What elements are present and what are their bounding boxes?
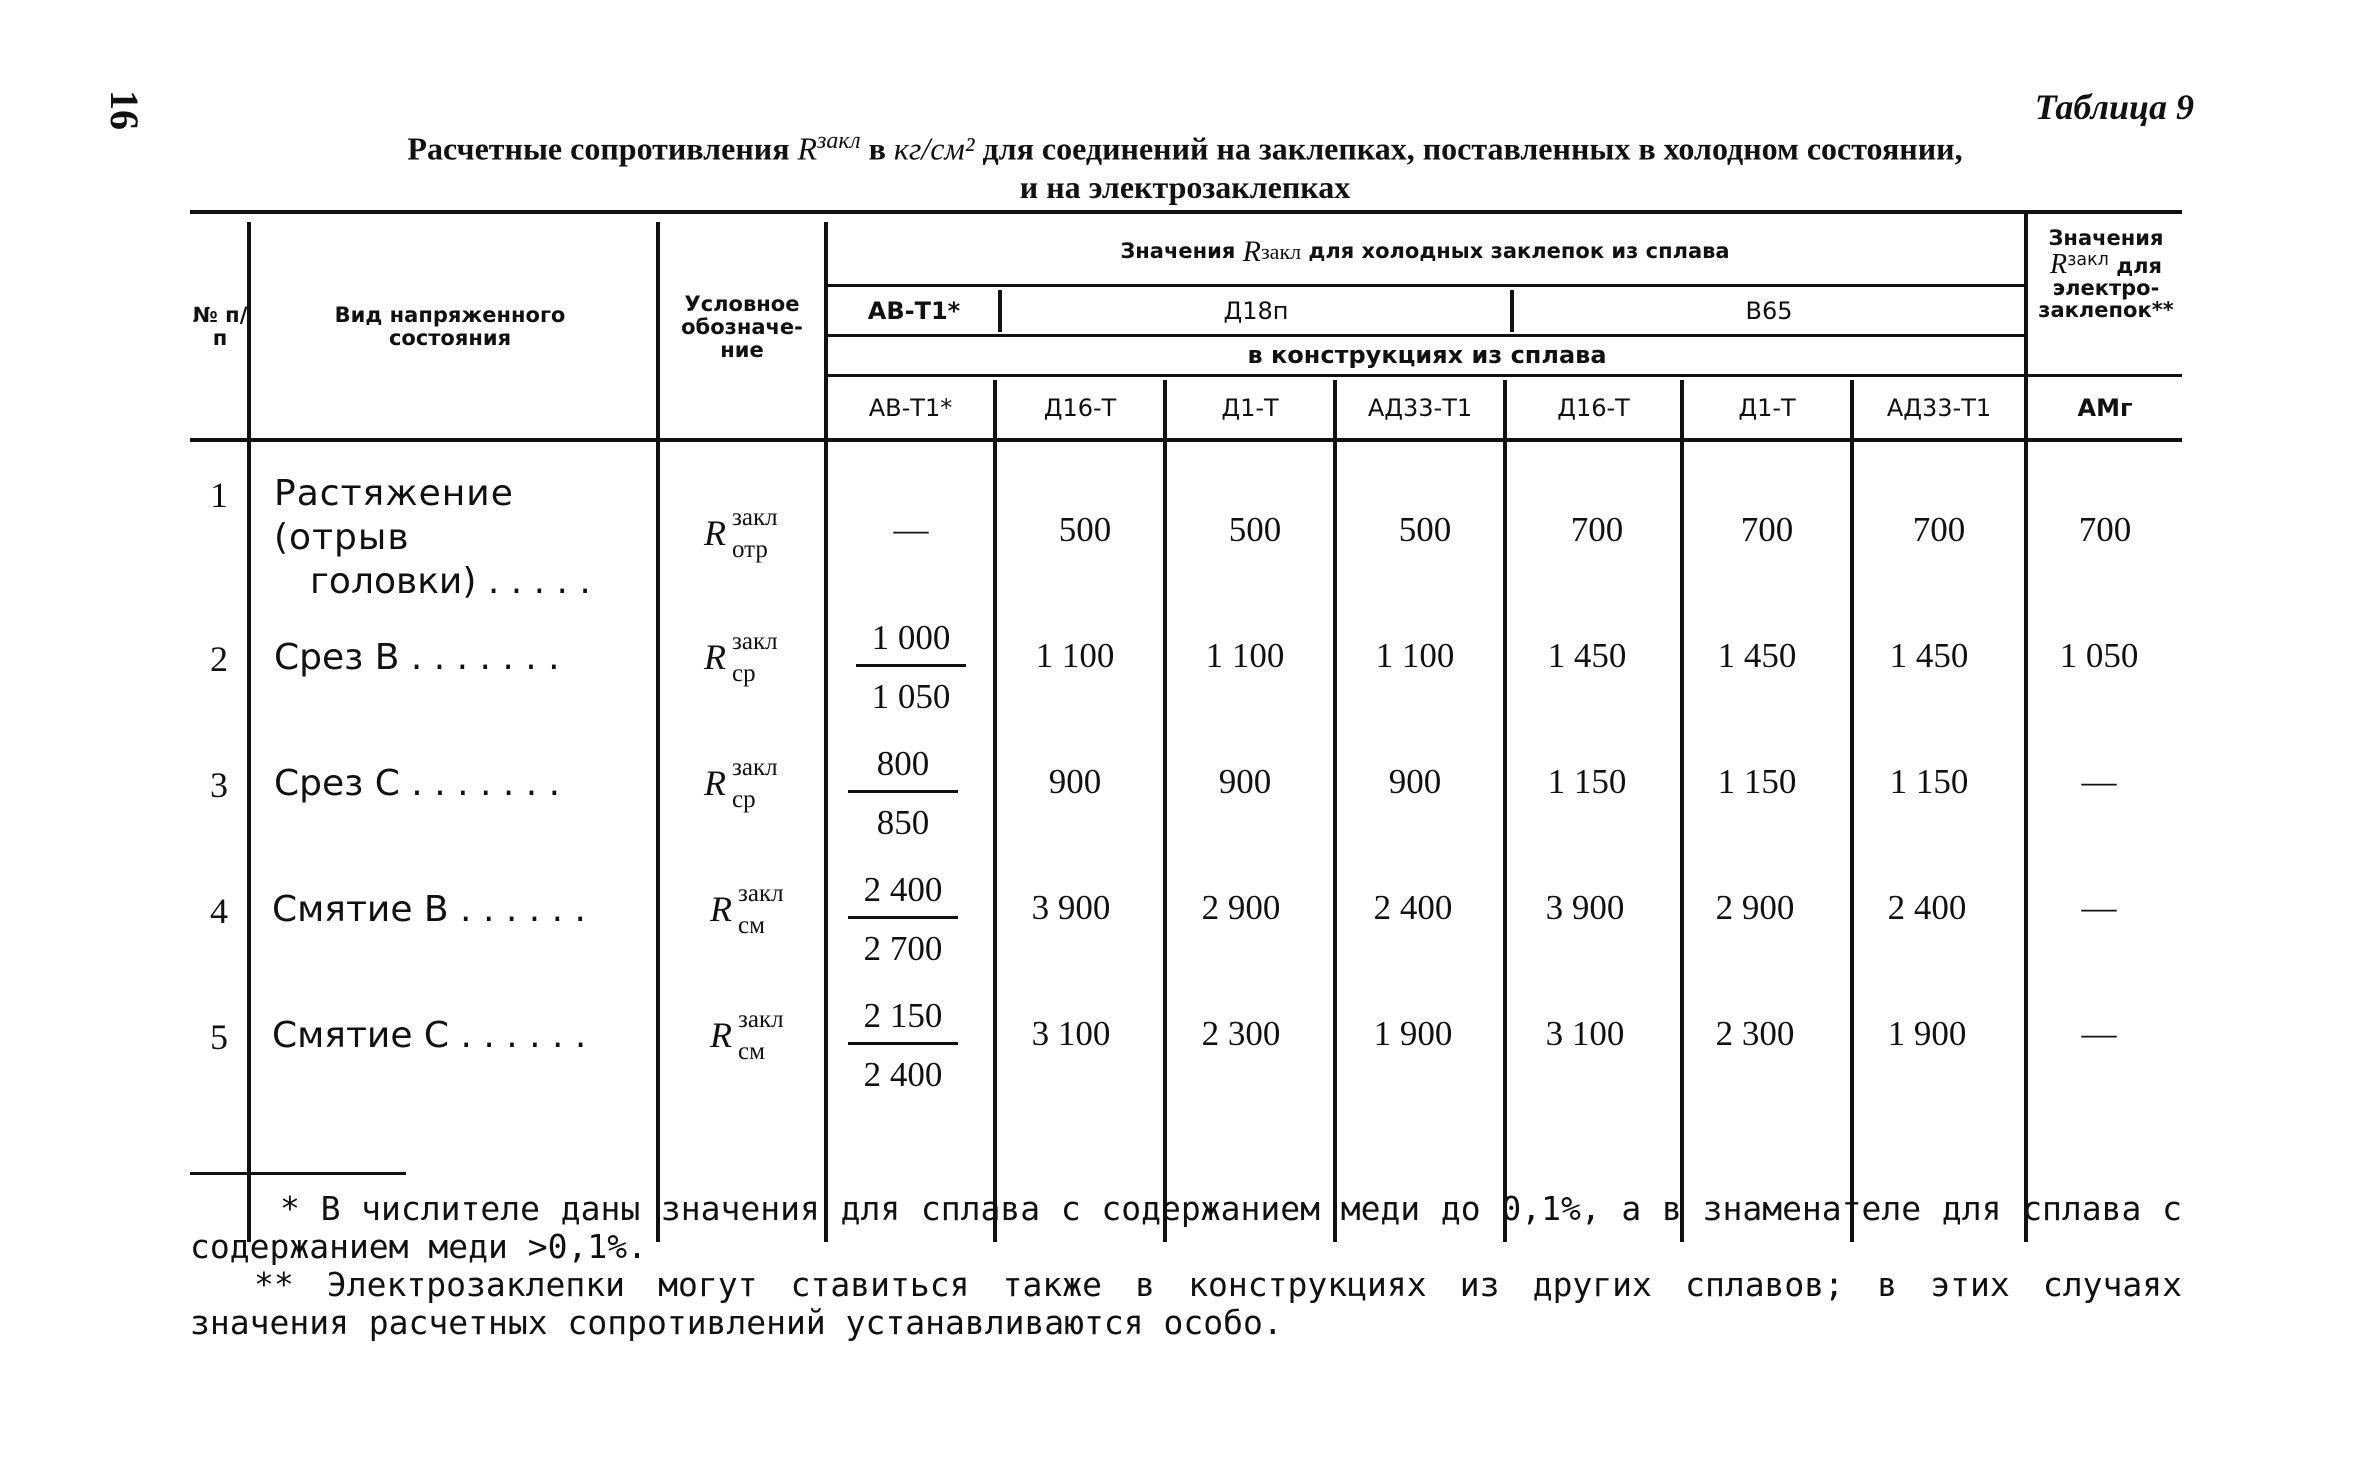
row-1-val-5: 700 [1740,510,1794,549]
cold-group-rule [826,284,2026,287]
row-5-num: 5 [210,1017,228,1057]
header-state: Вид напряженного состояния [334,303,566,350]
row-4-val-5: 2 900 [1715,888,1795,927]
sub-divider-2 [1163,380,1167,1242]
row-5-symbol: R закл см [710,1006,784,1065]
row-3-val-5: 1 150 [1717,762,1797,801]
row-1-val-7: 700 [2078,510,2132,549]
row-3-state: Срез С . . . . . . . [274,763,561,804]
title-line-1: Расчетные сопротивления $R^{закл}$ в кг/см² для соединений на заклепках, поставленных в холодном состоянии, [407,128,1963,167]
row-4-val-3: 2 400 [1373,888,1453,927]
sub-divider-1 [993,380,997,1242]
row-3-symbol: R закл ср [704,754,778,813]
sub-divider-6 [1850,380,1854,1242]
table-top-rule [190,210,2182,214]
row-2-symbol: R закл ср [704,628,778,687]
row-5-val-5: 2 300 [1715,1014,1795,1053]
sub-divider-5 [1680,380,1684,1242]
alloy-v65: В65 [1745,297,1793,325]
row-4-val-2: 2 900 [1201,888,1281,927]
row-2-val-6: 1 450 [1889,636,1969,675]
row-2-avt1-fraction: $\frac{1 000}{1 050}$ [856,618,966,717]
row-4-state: Смятие В . . . . . . [272,889,586,930]
header-electro: Значения $R^{закл}$ для электро- заклепок** [2038,226,2174,322]
sub-header-8: АМг [2077,394,2133,422]
row-3-num: 3 [210,765,228,805]
alloy-avt1: АВ-Т1* [867,297,961,325]
row-3-val-4: 1 150 [1547,762,1627,801]
row-4-val-1: 3 900 [1031,888,1111,927]
sub-header-1: АВ-Т1* [868,394,953,422]
row-1-symbol: R закл отр [704,504,778,563]
row-5-val-2: 2 300 [1201,1014,1281,1053]
row-4-val-6: 2 400 [1887,888,1967,927]
subheader-rule [826,374,2182,377]
row-1-avt1: — [893,510,929,549]
alloy-d18p: Д18п [1223,297,1289,325]
sub-header-4: АД33-Т1 [1367,394,1473,422]
row-5-avt1-fraction: $\frac{2 150}{2 400}$ [848,996,958,1095]
row-2-val-2: 1 100 [1205,636,1285,675]
row-2-state: Срез В . . . . . . . [274,637,560,678]
footnote-1: * В числителе даны значения для сплава с содержанием меди до 0,1%, а в знаменателе для сплава с содержанием меди >0,1%. [190,1189,2182,1266]
row-5-val-3: 1 900 [1373,1014,1453,1053]
sub-header-2: Д16-Т [1043,394,1117,422]
row-4-avt1-fraction: $\frac{2 400}{2 700}$ [848,870,958,969]
col-divider-3 [824,222,828,1242]
row-2-val-1: 1 100 [1035,636,1115,675]
header-num: № п/п [192,303,248,350]
row-3-val-3: 900 [1388,762,1442,801]
sub-divider-3 [1333,380,1337,1242]
row-3-val-7: — [2081,762,2117,801]
header-cold-group: Значения R закл для холодных заклепок из сплава [1120,234,1730,268]
row-4-val-4: 3 900 [1545,888,1625,927]
row-3-avt1-fraction: $\frac{800}{850}$ [848,744,958,843]
table-title [190,122,2180,206]
title-line-2: и на электрозаклепках [1019,168,1351,205]
header-bottom-rule [190,438,2182,442]
row-5-val-7: — [2081,1014,2117,1053]
row-1-num: 1 [210,475,228,515]
col-divider-electro [2024,214,2028,1242]
row-5-val-4: 3 100 [1545,1014,1625,1053]
footnote-2: ** Электрозаклепки могут ставиться также в конструкциях из других сплавов; в этих случаях значения расчетных сопротивлений устанавливаются особо. [190,1265,2182,1342]
in-structures-label: в конструкциях из сплава [1247,341,1607,369]
row-3-val-6: 1 150 [1889,762,1969,801]
row-1-val-1: 500 [1058,510,1112,549]
row-4-num: 4 [210,891,228,931]
col-divider-2 [656,222,660,1242]
sub-header-6: Д1-Т [1738,394,1796,422]
row-4-symbol: R закл см [710,880,784,939]
row-1-val-4: 700 [1570,510,1624,549]
row-3-val-2: 900 [1218,762,1272,801]
row-1-state: Растяжение (отрыв головки) . . . . . [274,473,591,602]
sub-header-3: Д1-Т [1221,394,1279,422]
table-label: Таблица 9 [2034,87,2194,127]
row-2-num: 2 [210,639,228,679]
page-number: 16 [102,90,147,130]
sub-divider-4 [1503,380,1507,1242]
sub-header-5: Д16-Т [1557,394,1630,422]
row-5-val-6: 1 900 [1887,1014,1967,1053]
row-1-val-2: 500 [1228,510,1282,549]
row-5-state: Смятие С . . . . . . [272,1015,587,1056]
row-5-val-1: 3 100 [1031,1014,1111,1053]
row-2-val-5: 1 450 [1717,636,1797,675]
footnote-rule [190,1172,406,1175]
header-designation: Условное обозначе-ние [681,291,803,362]
row-1-val-6: 700 [1912,510,1966,549]
sub-header-7: АД33-Т1 [1886,394,1992,422]
row-4-val-7: — [2081,888,2117,927]
row-3-val-1: 900 [1048,762,1102,801]
row-2-val-3: 1 100 [1375,636,1455,675]
row-1-val-3: 500 [1398,510,1452,549]
row-2-val-7: 1 050 [2059,636,2139,675]
row-2-val-4: 1 450 [1547,636,1627,675]
